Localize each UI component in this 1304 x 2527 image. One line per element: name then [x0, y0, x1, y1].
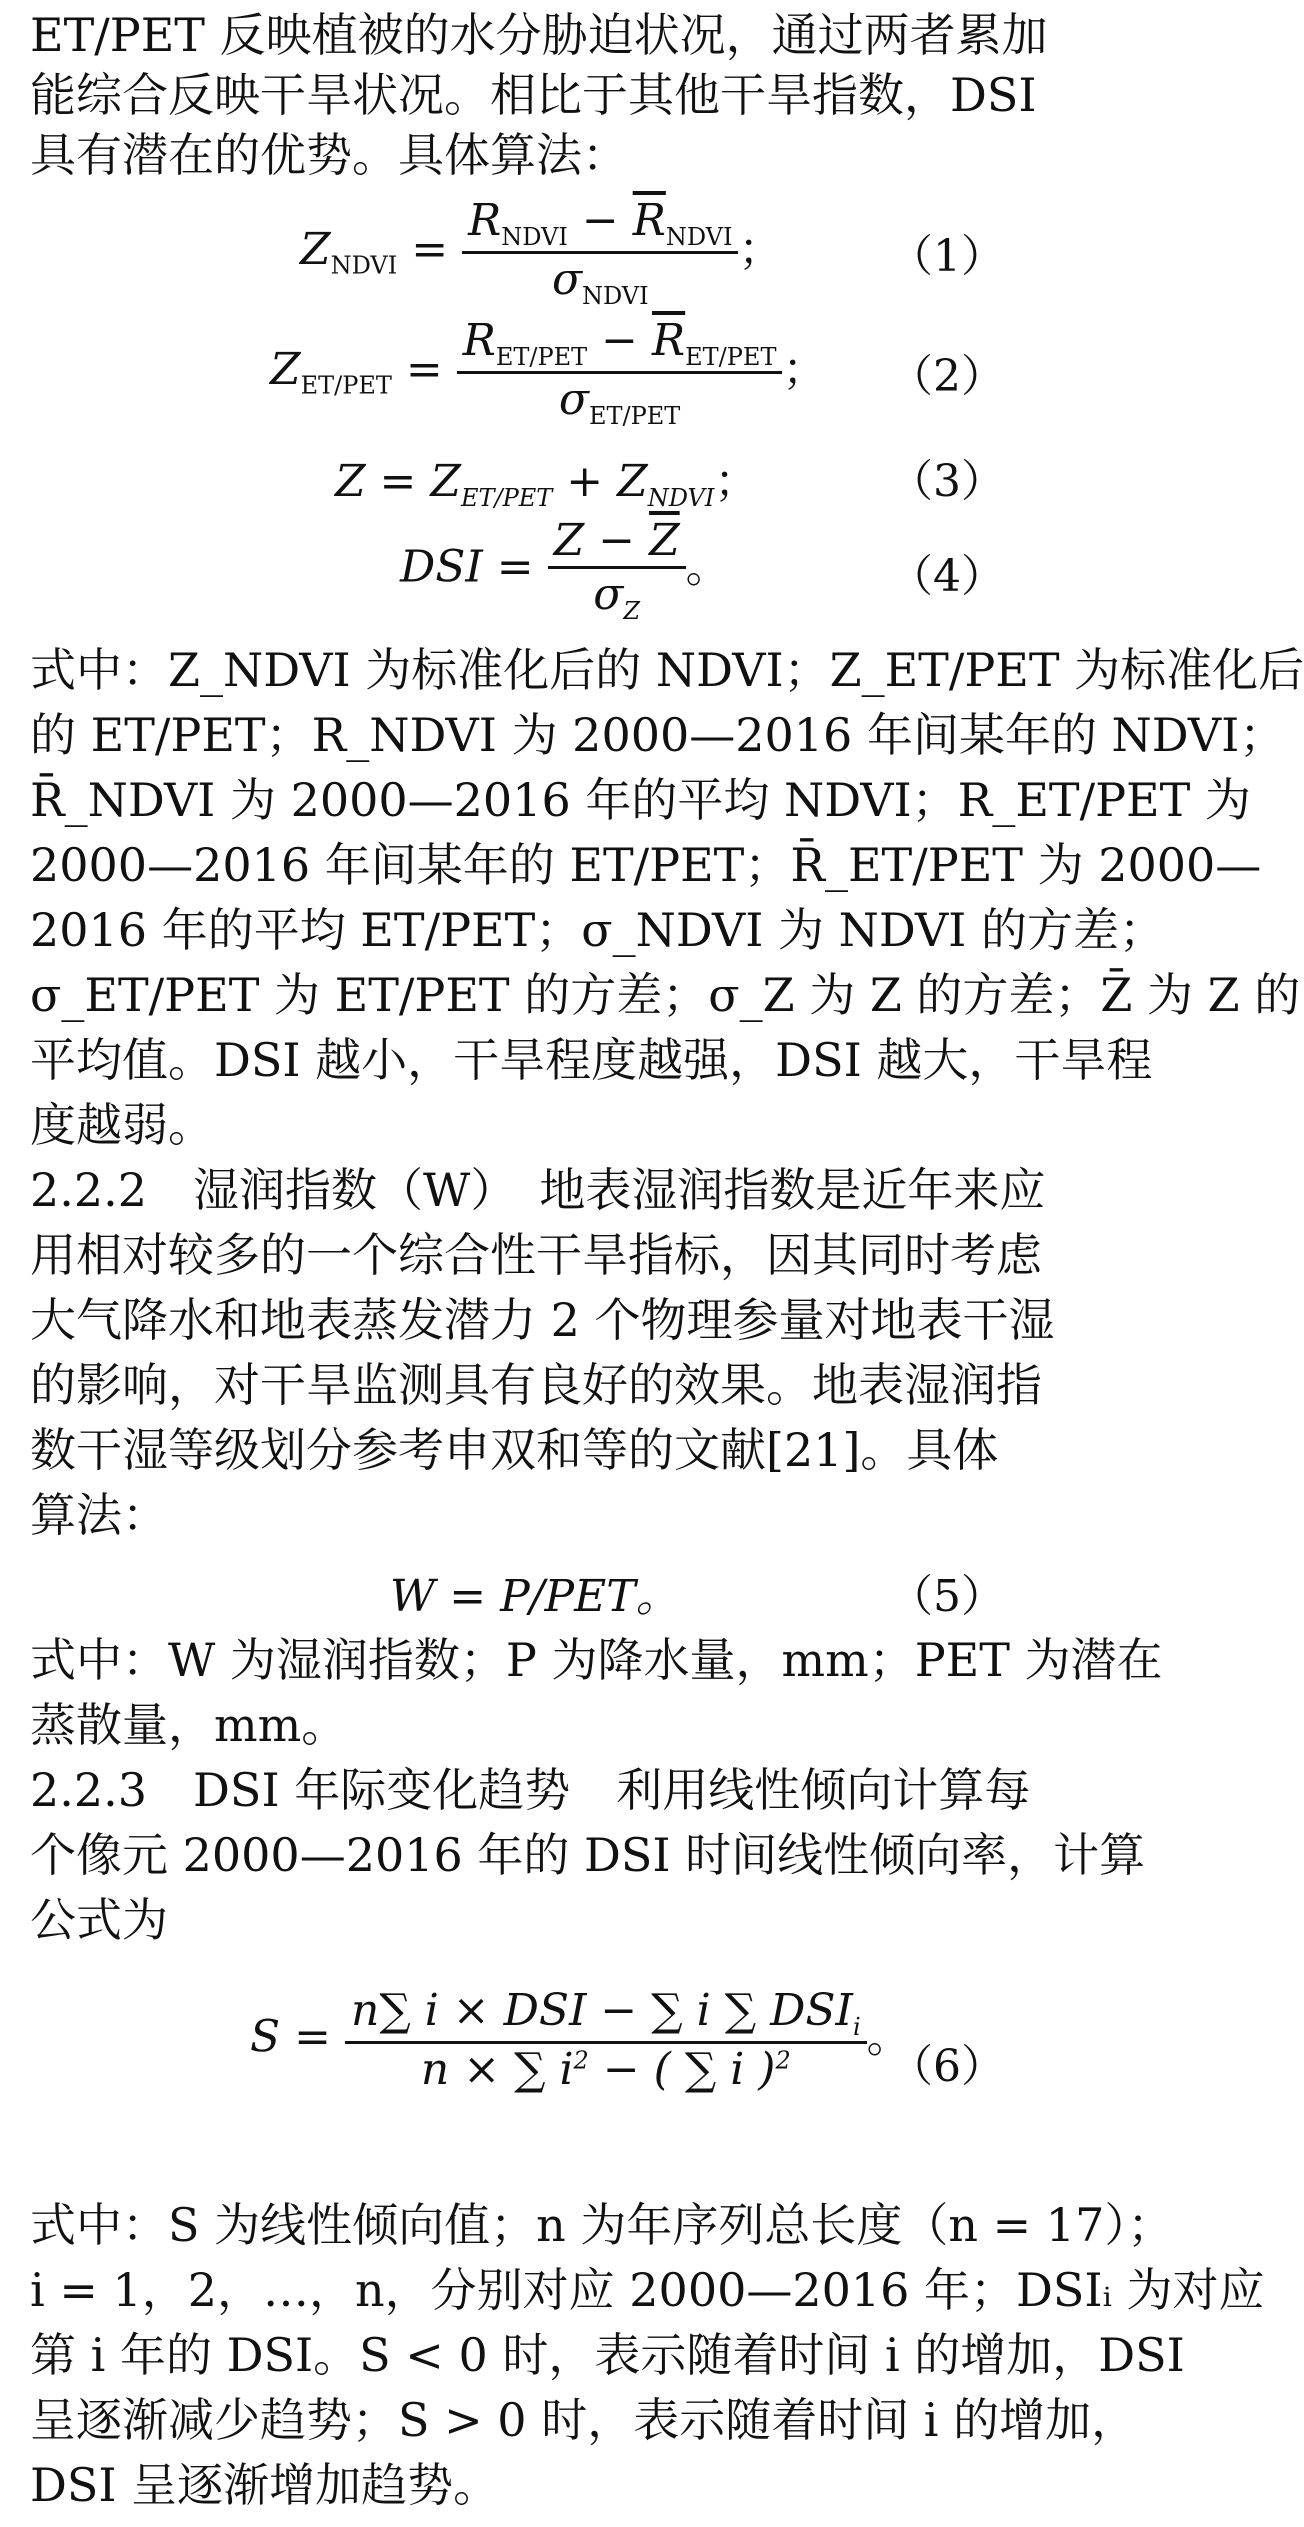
- def-line-4: 2000—2016 年间某年的 ET/PET；R̄_ET/PET 为 2000—: [30, 838, 1262, 892]
- def-line-3: R̄_NDVI 为 2000—2016 年的平均 NDVI；R_ET/PET 为: [30, 773, 1251, 827]
- equation-5: W = P/PET。 （5）: [30, 1560, 1005, 1620]
- def-line-1: 式中：Z_NDVI 为标准化后的 NDVI；Z_ET/PET 为标准化后: [30, 643, 1304, 697]
- eq2-fraction: $\frac{R_{ET/PET} - \overline{R}_{ET/PET}}{\sigma_{ET/PET}}$: [457, 315, 783, 430]
- eq3-number: （3）: [889, 456, 1005, 507]
- eq6-numerator: n∑ i × DSI − ∑ i ∑ $DSI_i$: [345, 1985, 867, 2044]
- s-def-line-3: 第 i 年的 DSI。S < 0 时，表示随着时间 i 的增加，DSI: [30, 2328, 1185, 2382]
- s-def-line-4: 呈逐渐减少趋势；S > 0 时，表示随着时间 i 的增加，: [30, 2393, 1138, 2447]
- eq4-fraction: $\frac{Z - \overline{Z}}{\sigma_Z}$: [548, 515, 686, 625]
- sec222-line-6: 算法：: [30, 1488, 168, 1542]
- eq1-fraction: $\frac{R_{NDVI} - \overline{R}_{NDVI}}{\sigma_{NDVI}}$: [462, 195, 738, 310]
- sec222-line-5: 数干湿等级划分参考申双和等的文献[21]。具体: [30, 1423, 999, 1477]
- def-line-5: 2016 年的平均 ET/PET；σ_NDVI 为 NDVI 的方差；: [30, 903, 1165, 957]
- eq1-lhs: Z: [300, 223, 331, 275]
- w-def-line-1: 式中：W 为湿润指数；P 为降水量，mm；PET 为潜在: [30, 1633, 1163, 1687]
- eq1-number: （1）: [889, 231, 1005, 282]
- equation-6: S = $\frac{n\sum i \times DSI - \sum i \sum DSI_i}{n \times \sum i^2 - ( \sum i )^2}$ 。 （6）: [250, 1985, 1005, 2095]
- s-def-line-2: i = 1，2，…，n，分别对应 2000—2016 年；DSIᵢ 为对应: [30, 2263, 1265, 2317]
- eq5-number: （5）: [889, 1571, 1005, 1622]
- sec223-line-3: 公式为: [30, 1893, 168, 1947]
- sec222-line-4: 的影响，对干旱监测具有良好的效果。地表湿润指: [30, 1358, 1042, 1412]
- equation-3: $Z = Z_{ET/PET} + Z_{NDVI}$； （3）: [30, 445, 1005, 505]
- eq4-number: （4）: [889, 551, 1005, 602]
- sec223-line-1: 2.2.3 DSI 年际变化趋势 利用线性倾向计算每: [30, 1763, 1031, 1817]
- s-def-line-1: 式中：S 为线性倾向值；n 为年序列总长度（n = 17）；: [30, 2198, 1174, 2252]
- eq6-fraction: [345, 1985, 867, 2095]
- def-line-7: 平均值。DSI 越小，干旱程度越强，DSI 越大，干旱程: [30, 1033, 1153, 1087]
- sec222-line-3: 大气降水和地表蒸发潜力 2 个物理参量对地表干湿: [30, 1293, 1055, 1347]
- eq6-number: （6）: [889, 2041, 1005, 2092]
- intro-line-1: ET/PET 反映植被的水分胁迫状况，通过两者累加: [30, 8, 1048, 62]
- sec223-line-2: 个像元 2000—2016 年的 DSI 时间线性倾向率，计算: [30, 1828, 1146, 1882]
- equation-2: $Z_{ET/PET}$ = $\frac{R_{ET/PET} - \overline{R}_{ET/PET}}{\sigma_{ET/PET}}$ ； （2）: [270, 315, 1005, 430]
- s-def-line-5: DSI 呈逐渐增加趋势。: [30, 2458, 500, 2512]
- def-line-2: 的 ET/PET；R_NDVI 为 2000—2016 年间某年的 NDVI；: [30, 708, 1286, 762]
- eq6-denominator: n × ∑ $i^2$ − ( ∑ i )$^2$: [420, 2043, 791, 2095]
- intro-line-2: 能综合反映干旱状况。相比于其他干旱指数，DSI: [30, 68, 1037, 122]
- equation-4: DSI = $\frac{Z - \overline{Z}}{\sigma_Z}$ 。 （4）: [400, 515, 1005, 625]
- equation-1: $Z_{NDVI}$ = $\frac{R_{NDVI} - \overline{R}_{NDVI}}{\sigma_{NDVI}}$ ； （1）: [300, 195, 1005, 310]
- intro-line-3: 具有潜在的优势。具体算法：: [30, 128, 628, 182]
- sec222-line-1: 2.2.2 湿润指数（W） 地表湿润指数是近年来应: [30, 1163, 1046, 1217]
- def-line-8: 度越弱。: [30, 1098, 214, 1152]
- sec222-line-2: 用相对较多的一个综合性干旱指标，因其同时考虑: [30, 1228, 1042, 1282]
- def-line-6: σ_ET/PET 为 ET/PET 的方差；σ_Z 为 Z 的方差；Z̄ 为 Z 的: [30, 968, 1301, 1022]
- w-def-line-2: 蒸散量，mm。: [30, 1698, 348, 1752]
- eq2-number: （2）: [889, 351, 1005, 402]
